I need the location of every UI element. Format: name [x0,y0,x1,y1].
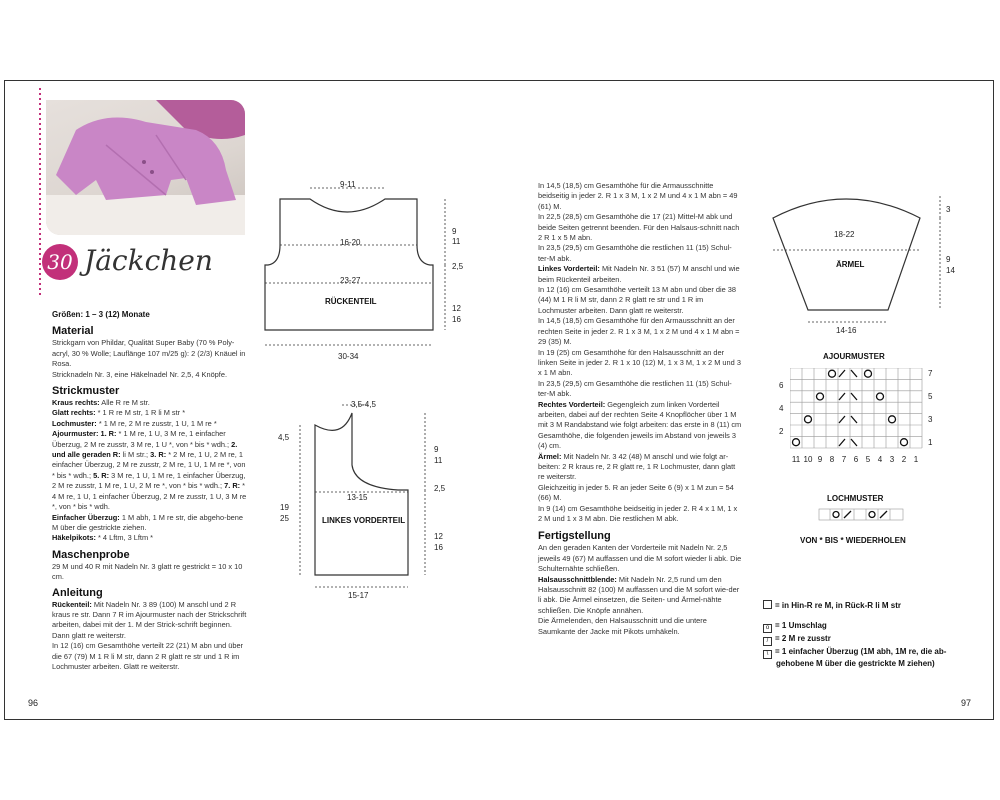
loch-chart-grid [818,508,906,522]
front-top-width: 3,5-4,5 [351,400,376,409]
instruction-paragraph: In 19 (25) cm Gesamthöhe für den Halsausschnitt an der linken Seite in jeder 2. R 1 x 10 (12) M, 1 x 3 M, 1 x 2 M und 3 x 1 M abn. [538,347,741,378]
front-right-dim-3b: 16 [434,543,443,552]
strickmuster-item: Ajourmuster: 1. R: * 1 M re, 1 U, 3 M re, 1 einfacher Überzug, 2 M re zusstr, 3 M re, 1 U *, von * bis * wdh.; 2. und alle geraden R: li M str.; 3. R: * 2 M re, 1 U, 2 M re, 1 einfacher Überzug, 2 M re zusstr, 2 M re, 1 U, 1 M re *, von * bis * wdh.; 5. R: 3 M re, 1 U, 1 M re, 1 einfacher Überzug, 2 M re zusstr, 1 M re, 1 U, 2 M re *, von * bis * wdh.; 7. R: * 4 M re, 1 U, 1 einfacher Überzug, 2 M re zusstr, 1 U, 3 M re *, von * bis * wdh. [52,429,247,512]
front-bottom-width: 15-17 [348,591,369,600]
front-left-dim: 4,5 [278,433,290,442]
material-text-1: Strickgarn von Phildar, Qualität Super Baby (70 % Poly-acryl, 30 % Wolle; Lauflänge 107 m/25 g): 2 (2/3) Knäuel in Rosa. [52,338,246,369]
ajour-row-label: 3 [928,415,933,424]
instruction-paragraph: In 14,5 (18,5) cm Gesamthöhe für die Armausschnitte beidseitig in jeder 2. R 1 x 3 M, 1 x 2 M und 4 x 1 M abn = 49 (61) M. [538,181,738,211]
front-right-dim-3a: 12 [434,532,443,541]
page-number-right: 97 [961,698,972,708]
back-bottom-width: 30-34 [338,352,359,361]
loch-chart-title: LOCHMUSTER [827,494,884,503]
instruction-paragraph: In 9 (14) cm Gesamthöhe beidseitig in jeder 2. R 4 x 1 M, 1 x 2 M und 1 x 3 M abn. Die restlichen M abk. [538,503,738,523]
sleeve-right-dim-1: 3 [946,205,951,214]
legend-symbol: / [763,637,772,646]
ajour-col-label: 6 [853,455,859,464]
product-photo [46,100,245,235]
strickmuster-item: Kraus rechts: Alle R re M str. [52,398,150,408]
ajour-col-label: 5 [865,455,871,464]
fertigstellung-heading: Fertigstellung [538,530,611,543]
strickmuster-item: Lochmuster: * 1 M re, 2 M re zusstr, 1 U, 1 M re * [52,418,217,428]
ajour-col-label: 7 [841,455,847,464]
legend-item: = in Hin-R re M, in Rück-R li M str [763,600,901,611]
instruction-paragraph: Halsausschnittblende: Mit Nadeln Nr. 2,5 rund um den Halsausschnitt 82 (100) M auffassen und die M sofort wie-der li abk. Die Ärmel einsetzen, die Seiten- und Ärmel-nähte schließen. Die Knöpfe annähen. [538,574,740,615]
back-right-dim-2: 2,5 [452,262,464,271]
page-number-left: 96 [28,698,39,708]
instruction-paragraph: In 14,5 (18,5) cm Gesamthöhe für den Armausschnitt an der rechten Seite in jeder 2. R 1 x 3 M, 1 x 2 M und 4 x 1 M abn = 29 (35) M. [538,316,740,347]
front-neck-width: 13-15 [347,493,368,502]
ajour-col-label: 10 [803,455,813,464]
sleeve-right-dim-2a: 9 [946,255,951,264]
front-right-dim-2: 2,5 [434,484,446,493]
legend-symbol: o [763,624,772,633]
front-right-dim-1b: 11 [434,456,443,465]
back-right-dim-3b: 16 [452,315,461,324]
instruction-paragraph: Rechtes Vorderteil: Gegengleich zum linken Vorderteil arbeiten, dabei auf der rechten Seite 4 Knopflöcher über 1 M mit 3 M Randabstand wie folgt arbeiten: das erste in 8 (11) cm Gesamthöhe, die folgenden jeweils im Abstand von jeweils 3 (4) cm. [538,399,742,451]
maschenprobe-heading: Maschenprobe [52,548,130,561]
decorative-dotted-line [39,88,41,298]
sleeve-piece-label: ÄRMEL [836,260,865,269]
ajour-column-labels [790,455,922,464]
legend-item: \ = 1 einfacher Überzug (1M abh, 1M re, die ab- [763,646,946,659]
back-mid-width: 23-27 [340,276,361,285]
back-right-dim-1b: 11 [452,237,461,246]
middle-column [538,181,742,637]
back-piece-label: RÜCKENTEIL [325,297,377,306]
legend-symbol [763,600,772,609]
anleitung-heading: Anleitung [52,586,103,599]
instruction-paragraph: Linkes Vorderteil: Mit Nadeln Nr. 3 51 (57) M anschl und wie beim Rückenteil arbeiten. [538,264,740,284]
strickmuster-heading: Strickmuster [52,385,120,398]
sleeve-top-width: 18-22 [834,230,855,239]
ajour-col-label: 9 [817,455,823,464]
strickmuster-item: Häkelpikots: * 4 Lftm, 3 Lftm * [52,533,154,543]
ajour-col-label: 1 [913,455,919,464]
instruction-paragraph: In 12 (16) cm Gesamthöhe verteilt 13 M abn und über die 38 (44) M 1 R li M str, dann 2 R glatt re str und 1 R im Lochmuster arbeiten. Dann glatt re weiterstr. [538,285,737,315]
material-text-2: Stricknadeln Nr. 3, eine Häkelnadel Nr. 2,5, 4 Knöpfe. [52,369,228,379]
legend-symbol: \ [763,650,772,659]
loch-chart-caption: VON * BIS * WIEDERHOLEN [800,536,906,545]
back-neck-width: 16-20 [340,238,361,247]
instruction-paragraph: Gleichzeitig in jeder 5. R an jeder Seite 6 (9) x 1 M zun = 54 (66) M. [538,482,734,503]
ajour-col-label: 11 [791,455,801,464]
anleitung-paragraph: In 12 (16) cm Gesamthöhe verteilt 22 (21) M abn und über die 67 (79) M 1 R li M str, dann 2 R glatt re str und 1 R im Lochmuster arbeiten. Glatt re weiterstr. [52,641,244,671]
legend-item: / = 2 M re zusstr [763,633,831,646]
front-piece-label: LINKES VORDERTEIL [322,516,406,525]
page-title: Jäckchen [84,244,213,277]
back-right-dim-1a: 9 [452,227,457,236]
material-heading: Material [52,325,94,338]
ajour-row-label: 4 [779,404,784,413]
ajour-chart-title: AJOURMUSTER [823,352,885,361]
instruction-paragraph: Ärmel: Mit Nadeln Nr. 3 42 (48) M anschl und wie folgt ar-beiten: 2 R kraus re, 2 R glatt re, 1 R Lochmuster, dann glatt re weiterstr. [538,451,736,482]
left-column [52,310,248,672]
back-top-width: 9-11 [340,180,356,189]
instruction-paragraph: An den geraden Kanten der Vorderteile mit Nadeln Nr. 2,5 jeweils 49 (67) M auffassen und die M sofort wieder li abk. Die Schulternähte schließen. [538,543,742,574]
ajour-col-label: 4 [877,455,883,464]
strickmuster-item: Glatt rechts: * 1 R re M str, 1 R li M str * [52,408,186,418]
legend-item-continued: gehobene M über die gestrickte M ziehen) [776,659,935,668]
back-schematic [255,175,470,360]
back-right-dim-3a: 12 [452,304,461,313]
front-left-dim-2b: 25 [280,514,289,523]
ajour-col-label: 2 [901,455,907,464]
anleitung-paragraph: Rückenteil: Mit Nadeln Nr. 3 89 (100) M anschl und 2 R kraus re str. Dann 7 R im Ajourmuster nach der Strickschrift arbeiten, dabei mit der 1. M der Strick-schrift beginnen. Dann glatt re weiterstr. [52,599,247,640]
ajour-row-label: 2 [779,427,784,436]
instruction-paragraph: In 22,5 (28,5) cm Gesamthöhe die 17 (21) Mittel-M abk und beide Seiten getrennt beenden. Für den Halsaus-schnitt nach 2 R 1 x 5 M abn. [538,212,740,243]
strickmuster-item: Einfacher Überzug: 1 M abh, 1 M re str, die abgeho-bene M über die gestrickte ziehen. [52,512,244,532]
ajour-col-label: 3 [889,455,895,464]
maschenprobe-text: 29 M und 40 R mit Nadeln Nr. 3 glatt re gestrickt = 10 x 10 cm. [52,561,243,582]
sleeve-bottom-width: 14-16 [836,326,857,335]
ajour-chart-grid [790,368,925,458]
instruction-paragraph: Die Ärmelenden, den Halsausschnitt und die untere Saumkante der Jacke mit Pikots umhäkeln. [538,616,707,636]
instruction-paragraph: In 23,5 (29,5) cm Gesamthöhe die restlichen 11 (15) Schul-ter-M abk. [538,378,732,399]
sleeve-right-dim-2b: 14 [946,266,955,275]
instruction-paragraph: In 23,5 (29,5) cm Gesamthöhe die restlichen 11 (15) Schul-ter-M abk. [538,243,732,263]
sizes: Größen: 1 – 3 (12) Monate [52,310,150,319]
ajour-row-label: 1 [928,438,933,447]
pattern-number-badge: 30 [42,244,78,280]
ajour-row-label: 6 [779,381,784,390]
legend-item: o = 1 Umschlag [763,620,827,633]
ajour-row-label: 5 [928,392,933,401]
ajour-col-label: 8 [829,455,835,464]
ajour-row-label: 7 [928,369,933,378]
front-right-dim-1a: 9 [434,445,439,454]
front-left-dim-2a: 19 [280,503,289,512]
